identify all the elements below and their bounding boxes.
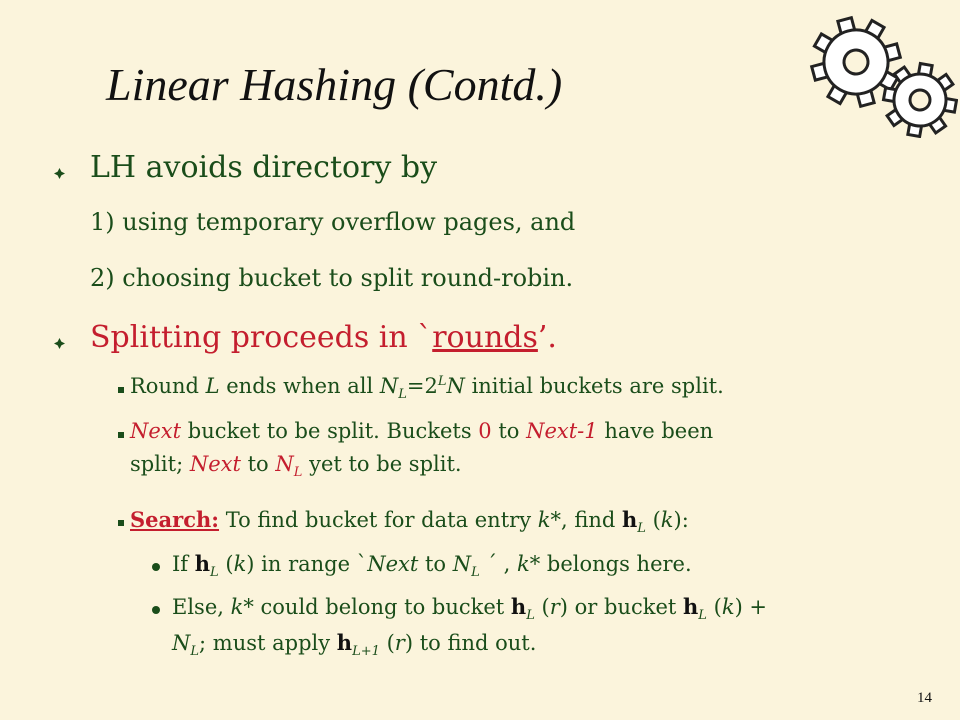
bullet-1-line-1: 1) using temporary overflow pages, and: [90, 208, 576, 236]
sub-bullet-next: Next bucket to be split. Buckets 0 to Next-1 have been: [130, 419, 714, 443]
square-bullet-icon: [118, 520, 124, 526]
bullet-1-text: LH avoids directory by: [90, 150, 438, 185]
page-number: 14: [917, 690, 932, 706]
bullet-1-line-2: 2) choosing bucket to split round-robin.: [90, 264, 574, 292]
diamond-bullet-icon: [54, 168, 65, 179]
sub-bullet-round: Round L ends when all $N_L=2^LN$ initial buckets are split.: [130, 374, 724, 403]
third-bullet-else-cont: $N_L$; must apply $h_{L+1}$ (r) to find out.: [172, 630, 537, 660]
slide-title: Linear Hashing (Contd.): [106, 59, 563, 110]
third-bullet-else: Else, k* could belong to bucket $h_L$ (r) or bucket $h_L$ (k) +: [172, 594, 768, 624]
third-bullet-if: If $h_L$ (k) in range `Next to $N_L$ ´ , k* belongs here.: [172, 551, 692, 581]
square-bullet-icon: [118, 432, 124, 438]
sub-bullet-next-cont: split; Next to $N_L$ yet to be split.: [130, 452, 462, 481]
gears-icon: [808, 12, 958, 138]
round-bullet-icon: [152, 606, 160, 614]
bullet-2-text: Splitting proceeds in `rounds’.: [90, 320, 557, 355]
square-bullet-icon: [118, 387, 124, 393]
round-bullet-icon: [152, 563, 160, 571]
sub-bullet-search: Search: To find bucket for data entry k*, find $h_L$ (k):: [130, 507, 689, 537]
diamond-bullet-icon: [54, 338, 65, 349]
